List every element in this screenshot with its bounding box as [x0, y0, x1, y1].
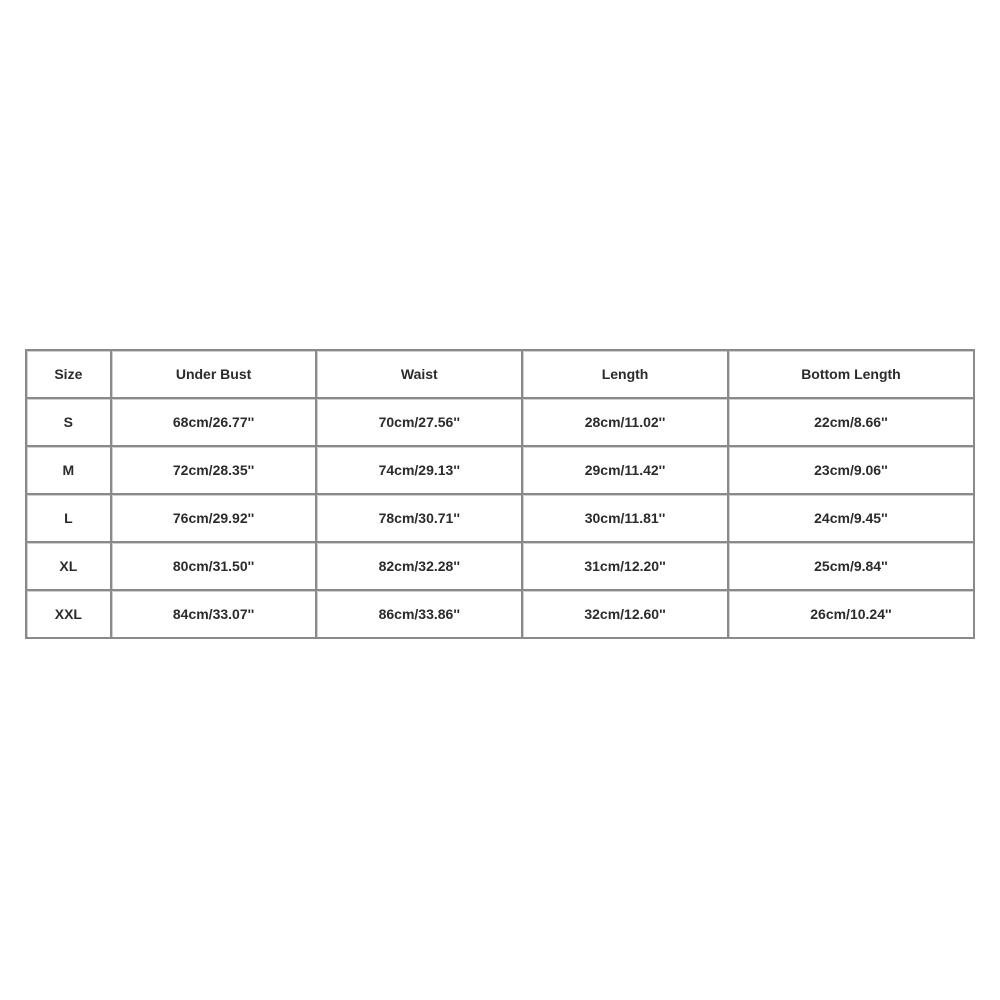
cell-under-bust: 72cm/28.35''	[111, 446, 317, 494]
cell-size: L	[26, 494, 111, 542]
header-size: Size	[26, 350, 111, 398]
cell-waist: 86cm/33.86''	[316, 590, 522, 638]
table-row	[26, 542, 974, 590]
header-waist: Waist	[316, 350, 522, 398]
cell-length: 31cm/12.20''	[522, 542, 728, 590]
cell-length: 28cm/11.02''	[522, 398, 728, 446]
table-header-row	[26, 350, 974, 398]
cell-size: M	[26, 446, 111, 494]
header-under-bust: Under Bust	[111, 350, 317, 398]
cell-size: XL	[26, 542, 111, 590]
cell-size: XXL	[26, 590, 111, 638]
cell-bottom-length: 24cm/9.45''	[728, 494, 974, 542]
cell-waist: 82cm/32.28''	[316, 542, 522, 590]
cell-bottom-length: 25cm/9.84''	[728, 542, 974, 590]
table-row	[26, 590, 974, 638]
cell-length: 30cm/11.81''	[522, 494, 728, 542]
cell-bottom-length: 26cm/10.24''	[728, 590, 974, 638]
cell-under-bust: 84cm/33.07''	[111, 590, 317, 638]
cell-length: 32cm/12.60''	[522, 590, 728, 638]
table-row	[26, 398, 974, 446]
header-length: Length	[522, 350, 728, 398]
cell-size: S	[26, 398, 111, 446]
cell-bottom-length: 23cm/9.06''	[728, 446, 974, 494]
header-bottom-length: Bottom Length	[728, 350, 974, 398]
cell-waist: 78cm/30.71''	[316, 494, 522, 542]
cell-under-bust: 76cm/29.92''	[111, 494, 317, 542]
cell-under-bust: 68cm/26.77''	[111, 398, 317, 446]
table-row	[26, 446, 974, 494]
cell-waist: 74cm/29.13''	[316, 446, 522, 494]
cell-bottom-length: 22cm/8.66''	[728, 398, 974, 446]
cell-waist: 70cm/27.56''	[316, 398, 522, 446]
size-chart-table	[25, 349, 975, 639]
table-row	[26, 494, 974, 542]
cell-under-bust: 80cm/31.50''	[111, 542, 317, 590]
cell-length: 29cm/11.42''	[522, 446, 728, 494]
